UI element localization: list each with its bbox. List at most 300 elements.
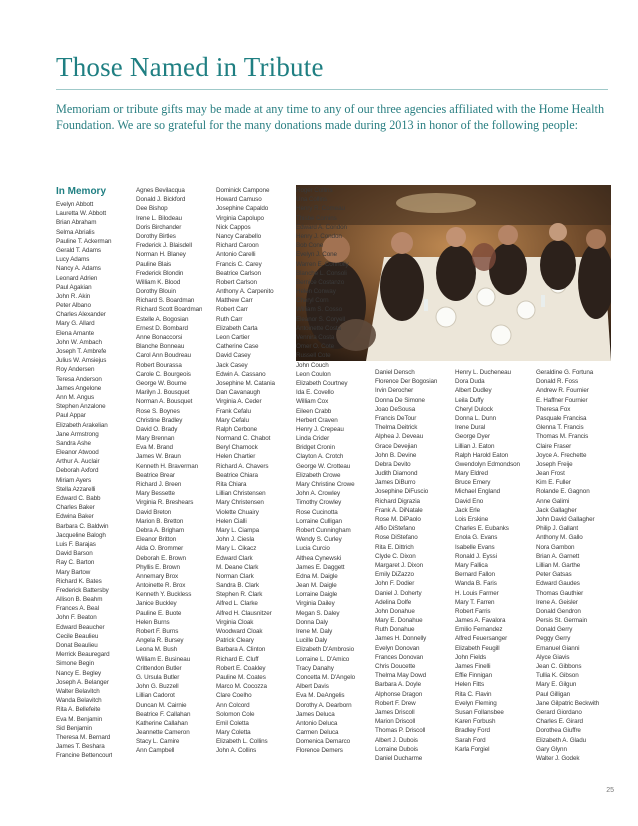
tribute-name: Kenneth Y. Buckless <box>136 591 192 599</box>
tribute-name: Duncan M. Cairnie <box>136 701 187 709</box>
tribute-name: Thomas Gauthier <box>536 589 584 597</box>
tribute-name: Ralph Harold Eaton <box>455 451 509 459</box>
tribute-name: Mary Bessette <box>136 490 175 498</box>
tribute-name: Rose Cucinotta <box>296 508 338 516</box>
tribute-name: Albert Davis <box>296 683 329 691</box>
tribute-name: Antonio Carelli <box>216 251 256 259</box>
tribute-name: Leila Duffy <box>455 396 484 404</box>
tribute-name: Edwina Baker <box>56 513 94 521</box>
tribute-name: Joao DeSousa <box>375 405 416 413</box>
tribute-name: Carol Ann Boudreau <box>136 352 191 360</box>
tribute-name: Donna Daly <box>296 618 328 626</box>
tribute-name: Mary E. Gilgun <box>536 681 577 689</box>
tribute-name: Daniel Ducharme <box>375 754 423 762</box>
tribute-name: Lucille Daly <box>296 637 327 645</box>
tribute-name: Elizabeth Feugill <box>455 644 500 652</box>
tribute-name: David Barson <box>56 550 93 558</box>
tribute-name: Richard Scott Boardman <box>136 306 203 314</box>
tribute-name: Norman H. Blaney <box>136 251 186 259</box>
tribute-name: Jack Casey <box>216 361 248 369</box>
tribute-name: David O. Brady <box>136 425 178 433</box>
tribute-name: Ruth Donahue <box>375 626 415 634</box>
tribute-name: Virginia A. Ceder <box>216 398 262 406</box>
tribute-name: Teresa Anderson <box>56 375 102 383</box>
tribute-name: Edna M. Daigle <box>296 572 338 580</box>
tribute-name: Albert Dudley <box>455 387 492 395</box>
tribute-name: Doris Birchander <box>136 223 182 231</box>
tribute-name: Phyllis E. Brown <box>136 563 180 571</box>
tribute-name: Norman A. Bousquet <box>136 398 193 406</box>
tribute-name: Edward Clark <box>216 554 253 562</box>
tribute-name: Brian A. Garnett <box>536 552 580 560</box>
tribute-name: Helen Chartier <box>216 453 256 461</box>
tribute-name: Deborah Axford <box>56 467 99 475</box>
tribute-name: Philip J. Gallant <box>536 525 579 533</box>
tribute-name: Irene Dural <box>455 424 486 432</box>
tribute-name: Ray C. Barton <box>56 559 95 567</box>
tribute-name: Virginia R. Breshears <box>136 499 194 507</box>
tribute-name: Barbara A. Clinton <box>216 646 266 654</box>
tribute-name: Robert Carr <box>216 306 248 314</box>
tribute-name: Claire Fraser <box>536 442 572 450</box>
tribute-name: Albert J. Dubois <box>375 736 418 744</box>
tribute-name: Anne Galimi <box>536 497 570 505</box>
tribute-name: Tullia K. Gibson <box>536 672 579 680</box>
tribute-name: Anthony M. Gallo <box>536 534 583 542</box>
tribute-name: Helen Fitts <box>455 681 484 689</box>
tribute-name: John A. Collins <box>216 747 257 755</box>
tribute-name: John B. Devine <box>375 451 417 459</box>
tribute-name: Dan Cavanaugh <box>216 389 261 397</box>
tribute-name: Cheryl Corn <box>296 297 329 305</box>
tribute-name: John F. Dodier <box>375 580 415 588</box>
tribute-name: Jane Gilpatric Beckwith <box>536 699 600 707</box>
tribute-name: Helen Burns <box>136 618 170 626</box>
tribute-name: Pauline T. Ackerman <box>56 237 112 245</box>
tribute-name: James H. Donnelly <box>375 635 427 643</box>
tribute-name: John R. Akin <box>56 292 91 300</box>
tribute-name: James T. Beshara <box>56 743 105 751</box>
tribute-name: Ronald J. Eyssi <box>455 552 497 560</box>
tribute-name: Effie Finnigan <box>455 672 492 680</box>
tribute-name: Nancy E. Begley <box>56 669 102 677</box>
tribute-name: Donald R. Foss <box>536 378 578 386</box>
tribute-name: Beatrice Chiara <box>216 471 258 479</box>
tribute-name: Mary Brennan <box>136 435 175 443</box>
page-number: 25 <box>606 787 614 794</box>
tribute-name: Thomas P. Driscoll <box>375 727 426 735</box>
tribute-name: Beatrice Brear <box>136 471 175 479</box>
tribute-name: Henry L. Ducheneau <box>455 369 511 376</box>
tribute-name: Annemary Brox <box>136 572 179 580</box>
tribute-name: Thomas M. Francis <box>536 433 589 441</box>
tribute-name: Merrick Beauregard <box>56 651 110 659</box>
tribute-name: Nancy Carabello <box>216 232 262 240</box>
tribute-name: Dora Duda <box>455 378 485 386</box>
tribute-name: Ann M. Angus <box>56 393 95 401</box>
tribute-name: Adelina Dolfe <box>375 598 412 606</box>
tribute-name: Irvin Derocher <box>375 387 414 395</box>
tribute-name: John Fields <box>455 653 487 661</box>
tribute-name: Howard Camuso <box>216 196 262 204</box>
tribute-name: Linda Crider <box>296 435 330 443</box>
tribute-name: Nancy A. Adams <box>56 265 101 273</box>
tribute-name: Cheryl Dulock <box>455 405 493 413</box>
tribute-name: James Finelli <box>455 663 491 670</box>
tribute-name: Stephen Anzalone <box>56 403 106 411</box>
tribute-name: John David Gallagher <box>536 516 595 523</box>
tribute-name: Lillian Christensen <box>216 490 266 498</box>
tribute-name: John W. Ambach <box>56 338 102 346</box>
tribute-name: Glenna T. Francis <box>536 424 584 432</box>
names-column-3 <box>216 186 275 756</box>
tribute-name: Joseph T. Ambrefe <box>56 348 107 355</box>
tribute-name: Judith Diamond <box>375 470 418 478</box>
tribute-name: Jack Gallagher <box>536 506 577 514</box>
tribute-name: Crittendon Butler <box>136 664 182 672</box>
tribute-name: Jean C. Gibbons <box>536 663 582 670</box>
tribute-name: Mary Cefalu <box>216 416 249 424</box>
tribute-name: Julius W. Amsiejus <box>56 357 107 365</box>
tribute-name: Omer O. Cote <box>296 343 334 351</box>
tribute-name: Donat Beaulieu <box>56 642 98 649</box>
tribute-name: Daniel J. Doherty <box>375 589 422 597</box>
tribute-name: Dominick Campone <box>216 187 270 194</box>
tribute-name: Arthur A. Auclair <box>56 458 100 466</box>
tribute-name: Alphea J. Deveau <box>375 433 424 441</box>
tribute-name: Susan Follansbee <box>455 708 504 716</box>
tribute-name: Mary Christensen <box>216 499 264 507</box>
tribute-name: Frank A. DiNatale <box>375 506 423 514</box>
tribute-name: Charles Baker <box>56 504 95 512</box>
tribute-name: James Deluca <box>296 710 335 718</box>
tribute-name: Normand C. Chabot <box>216 435 271 443</box>
tribute-name: James E. Daggett <box>296 563 345 571</box>
tribute-name: Paul Gilligan <box>536 690 571 698</box>
tribute-name: James W. Braun <box>136 453 181 461</box>
tribute-name: John J. Ciesla <box>216 536 255 544</box>
tribute-name: Ann Colcord <box>216 701 250 709</box>
tribute-name: Henry R. Comeau <box>296 205 345 213</box>
tribute-name: Pauline E. Buote <box>136 609 182 617</box>
tribute-name: Leon Cartier <box>216 334 250 341</box>
tribute-name: Elizabeth Courtney <box>296 379 348 387</box>
tribute-name: Edward Gaudes <box>536 580 580 588</box>
tribute-name: Eva M. DeAngelis <box>296 692 345 700</box>
tribute-name: Ralph Cerbone <box>216 425 258 433</box>
tribute-name: Cecile Beaulieu <box>56 632 99 640</box>
tribute-name: Robert Carlson <box>216 278 257 286</box>
tribute-name: Ruth Carr <box>216 315 243 323</box>
tribute-name: Gwendolyn Edmondson <box>455 460 520 468</box>
tribute-name: Dorothy Blouin <box>136 288 176 296</box>
tribute-name: Carmen Deluca <box>296 729 339 737</box>
tribute-name: Sid Benjamin <box>56 724 92 732</box>
tribute-name: Francine Bettencourt <box>56 752 113 760</box>
tribute-name: Donna De Simone <box>375 396 425 404</box>
tribute-name: Luis F. Barajas <box>56 540 96 548</box>
tribute-name: Irene L. Bilodeau <box>136 214 182 222</box>
tribute-name: Bernard Fallon <box>455 571 495 579</box>
tribute-name: Virginia Cloak <box>216 618 254 626</box>
tribute-name: Mary Bartow <box>56 568 91 576</box>
tribute-name: Grace Devejian <box>375 442 417 450</box>
tribute-name: Elizabeth D'Ambrosio <box>296 646 354 654</box>
tribute-name: Bernice Costanzo <box>296 278 345 286</box>
tribute-name: Pauline M. Coates <box>216 673 266 681</box>
tribute-name: George Dyer <box>455 433 490 441</box>
tribute-name: Mary G. Allard <box>56 320 95 328</box>
tribute-name: John Couch <box>296 361 329 369</box>
tribute-name: Irene A. Geisler <box>536 598 578 606</box>
page-title: Those Named in Tribute <box>56 52 324 82</box>
tribute-name: Walter Belavitch <box>56 687 100 695</box>
tribute-name: Pasquale Francisa <box>536 414 587 422</box>
tribute-name: Emil Coletta <box>216 719 249 727</box>
tribute-name: Rolande E. Gagnon <box>536 488 590 496</box>
tribute-name: Frederick J. Blaisdell <box>136 242 192 250</box>
title-divider <box>56 89 608 90</box>
names-column-7 <box>536 368 599 763</box>
tribute-name: Edward C. Babb <box>56 495 101 502</box>
tribute-name: Richard K. Bates <box>56 577 102 585</box>
tribute-name: Bradley Ford <box>455 727 490 735</box>
tribute-name: Lillian M. Garthe <box>536 561 581 569</box>
tribute-name: Ida E. Covello <box>296 389 334 397</box>
tribute-name: James Driscoll <box>375 708 415 716</box>
tribute-name: Mary Eldred <box>455 470 488 478</box>
names-column-2 <box>136 186 202 756</box>
tribute-name: Eileen Crabb <box>296 407 332 415</box>
tribute-name: Beatrice F. Callahan <box>136 710 191 718</box>
tribute-name: Virginia Dailey <box>296 600 335 608</box>
tribute-name: Eva M. Benjamin <box>56 715 103 723</box>
tribute-name: Bridget Cronin <box>296 444 335 452</box>
tribute-name: Michael England <box>455 488 501 496</box>
tribute-name: Robert F. Burns <box>136 628 179 635</box>
tribute-name: Althea Cynewski <box>296 554 342 562</box>
tribute-name: Antonio Deluca <box>296 719 338 727</box>
tribute-name: Lillian J. Eaton <box>455 442 495 450</box>
tribute-name: Matthew Carr <box>216 297 253 305</box>
tribute-name: Clayton A. Crotch <box>296 453 344 461</box>
tribute-name: Gerard Giordano <box>536 708 582 716</box>
tribute-name: Charles E. Girard <box>536 718 583 726</box>
tribute-name: Alda O. Brommer <box>136 545 184 553</box>
tribute-name: Thelma Deitrick <box>375 424 418 432</box>
tribute-name: Andrew R. Fournier <box>536 387 589 395</box>
tribute-name: Anne Bonaccorsi <box>136 334 183 341</box>
tribute-name: Chris Doucette <box>375 663 416 670</box>
tribute-name: Elizabeth Arakelian <box>56 421 108 429</box>
tribute-name: Edwin A. Cassano <box>216 370 266 378</box>
tribute-name: John Donahue <box>375 607 415 615</box>
tribute-name: Pauline Blais <box>136 260 172 268</box>
tribute-name: Janice Buckley <box>136 600 177 608</box>
tribute-name: Margaret J. Dixon <box>375 561 423 569</box>
tribute-name: Geraldine G. Fortuna <box>536 369 594 376</box>
tribute-name: Jean M. Daigle <box>296 582 337 590</box>
tribute-name: Helen Cialli <box>216 517 247 525</box>
tribute-name: Karen Forbush <box>455 718 496 726</box>
tribute-name: Richard A. Chavers <box>216 462 269 470</box>
tribute-name: Clyde C. Dixon <box>375 552 416 560</box>
tribute-name: Alyce Giavis <box>536 653 570 661</box>
tribute-name: Irene M. Daly <box>296 628 333 635</box>
tribute-name: Peter Gatsas <box>536 571 572 579</box>
tribute-name: Donald Gendron <box>536 607 581 615</box>
tribute-name: Richard E. Cluff <box>216 655 259 663</box>
tribute-name: Dorothy A. Dearborn <box>296 701 352 709</box>
tribute-name: Alfio DiStefano <box>375 525 416 533</box>
tribute-name: Josephine M. Catania <box>216 379 275 387</box>
tribute-name: Sarah Ford <box>455 736 486 744</box>
tribute-name: Daniel Densch <box>375 369 415 376</box>
tribute-name: Simone Begin <box>56 660 95 668</box>
tribute-name: Megan S. Daley <box>296 609 340 617</box>
tribute-name: John F. Beaton <box>56 614 97 622</box>
tribute-name: Gerald T. Adams <box>56 246 101 254</box>
tribute-name: Antoinette R. Brox <box>136 582 186 590</box>
tribute-name: Wendy S. Curley <box>296 536 342 544</box>
tribute-name: Lucia Curcio <box>296 545 330 553</box>
tribute-name: George W. Bourne <box>136 379 187 387</box>
tribute-name: Francis DeTour <box>375 414 417 422</box>
tribute-name: James Angelone <box>56 384 102 392</box>
tribute-name: Nick Cappos <box>216 223 251 231</box>
tribute-name: Ann Campbell <box>136 747 175 755</box>
tribute-name: Nora Gambon <box>536 543 575 551</box>
tribute-name: Emilio Fernandez <box>455 626 503 634</box>
tribute-name: Peggy Gerry <box>536 635 571 643</box>
tribute-name: Timothy Crowley <box>296 499 342 507</box>
tribute-name: Eleanor Atwood <box>56 449 99 457</box>
tribute-name: Richard J. Breen <box>136 481 182 488</box>
tribute-name: George W. Crotteau <box>296 462 351 470</box>
tribute-name: Deborah E. Brown <box>136 554 186 562</box>
tribute-name: Elena Amante <box>56 329 95 337</box>
tribute-name: Frances Donovan <box>375 653 424 661</box>
tribute-name: Mary Christine Crowe <box>296 481 355 488</box>
tribute-name: Joseph Freije <box>536 460 573 468</box>
tribute-name: Tracy Danahy <box>296 664 334 672</box>
tribute-name: Roy Andersen <box>56 366 95 374</box>
tribute-name: Charles E. Eubanks <box>455 525 509 533</box>
tribute-name: Herbert Craven <box>296 416 338 424</box>
tribute-name: Beryl Charnock <box>216 444 258 452</box>
tribute-name: Rose DiStefano <box>375 534 418 542</box>
tribute-name: Evelyn Abbott <box>56 201 94 208</box>
names-column-5 <box>375 368 437 763</box>
tribute-name: Rita A. Bellefeite <box>56 706 101 714</box>
tribute-name: Rose M. DiPaolo <box>375 516 421 523</box>
tribute-name: Isabelle Evans <box>455 543 495 551</box>
tribute-name: Richard Digrazia <box>375 497 420 505</box>
tribute-name: John G. Buzzell <box>136 683 179 691</box>
tribute-name: Barbara A. Doyle <box>375 681 422 689</box>
tribute-name: Kenneth H. Braverman <box>136 462 199 470</box>
tribute-name: Wanda Belavitch <box>56 697 102 705</box>
tribute-name: Josephine DiFuscio <box>375 488 429 496</box>
tribute-name: Henry J. Crepeau <box>296 425 344 433</box>
tribute-name: Walter J. Godek <box>536 754 580 762</box>
tribute-name: Solomon Cole <box>216 710 255 718</box>
tribute-name: Clare Coelho <box>216 692 252 700</box>
tribute-name: Jacqueline Balogh <box>56 531 106 539</box>
tribute-name: Leonard Adrien <box>56 274 98 282</box>
tribute-name: Violette Chuairy <box>216 508 259 516</box>
tribute-name: Francis C. Carey <box>216 260 262 268</box>
tribute-name: David Breton <box>136 508 172 516</box>
tribute-name: Debra A. Brigham <box>136 526 185 534</box>
tribute-name: Robert Farris <box>455 607 491 615</box>
tribute-name: Donna L. Dunn <box>455 414 497 422</box>
tribute-name: Leona M. Bush <box>136 646 178 654</box>
names-column-4 <box>296 186 355 756</box>
tribute-name: Katherine Callahan <box>136 719 188 727</box>
tribute-name: Dorothy Birtles <box>136 232 176 240</box>
tribute-name: Christine Bradley <box>136 416 183 424</box>
tribute-name: Miriam Ayers <box>56 476 92 484</box>
tribute-name: Stella Azzarelli <box>56 485 96 493</box>
tribute-name: Stacy L. Camire <box>136 738 180 746</box>
tribute-name: Wanda B. Faris <box>455 580 497 588</box>
tribute-name: Jeannette Cameron <box>136 729 190 737</box>
tribute-name: Marion Driscoll <box>375 718 416 726</box>
tribute-name: Alfred Feuersanger <box>455 635 508 643</box>
tribute-name: Eleanor S. Coryell <box>296 315 345 323</box>
tribute-name: Josephine Capaldo <box>216 205 269 213</box>
tribute-name: Warren E. Connolly <box>296 260 349 268</box>
tribute-name: James A. Favalora <box>455 617 506 625</box>
tribute-name: John A. Crowley <box>296 490 340 498</box>
tribute-name: Domenica Demarco <box>296 738 351 746</box>
tribute-name: Marilyn J. Bousquet <box>136 389 190 397</box>
tribute-name: Patrick Cleary <box>216 637 254 645</box>
in-memory-heading: In Memory <box>56 186 107 197</box>
tribute-name: Angela R. Bursey <box>136 637 184 645</box>
tribute-name: Edward A. Condon <box>296 223 347 231</box>
tribute-name: Leon Coulon <box>296 370 331 378</box>
tribute-name: Vennira Costa <box>296 334 335 341</box>
tribute-name: Peter Albano <box>56 302 91 310</box>
tribute-name: Emanuel Gianni <box>536 644 580 652</box>
tribute-name: Sandra Ashe <box>56 439 91 447</box>
tribute-name: Norman Clark <box>216 572 254 580</box>
tribute-name: Evelyn Fleming <box>455 699 497 707</box>
tribute-name: Jean Frost <box>536 470 565 478</box>
tribute-name: Lois Erskine <box>455 516 489 523</box>
tribute-name: H. Louis Farmer <box>455 589 499 597</box>
tribute-name: Florence Demers <box>296 747 343 755</box>
tribute-name: Paul Agakian <box>56 283 92 291</box>
tribute-name: Alfred L. Clarke <box>216 600 258 608</box>
tribute-name: Henry J. Condon <box>296 232 342 240</box>
tribute-name: Beatrice Carlson <box>216 269 261 277</box>
tribute-name: Anthony A. Carpenito <box>216 288 274 296</box>
tribute-name: Barbara C. Baldwin <box>56 522 109 530</box>
tribute-name: Jane Armstrong <box>56 430 99 438</box>
tribute-name: Eleanor Britton <box>136 536 177 544</box>
tribute-name: Dee Bishop <box>136 205 168 213</box>
tribute-name: Roger Collins <box>296 187 333 194</box>
tribute-name: Rose S. Boynes <box>136 407 180 415</box>
tribute-name: Enola G. Evans <box>455 534 498 542</box>
tribute-name: Alfred H. Clausnitzer <box>216 609 272 617</box>
tribute-name: Theresa Fox <box>536 405 571 413</box>
names-column-1 <box>56 200 112 760</box>
names-column-6 <box>455 368 520 754</box>
